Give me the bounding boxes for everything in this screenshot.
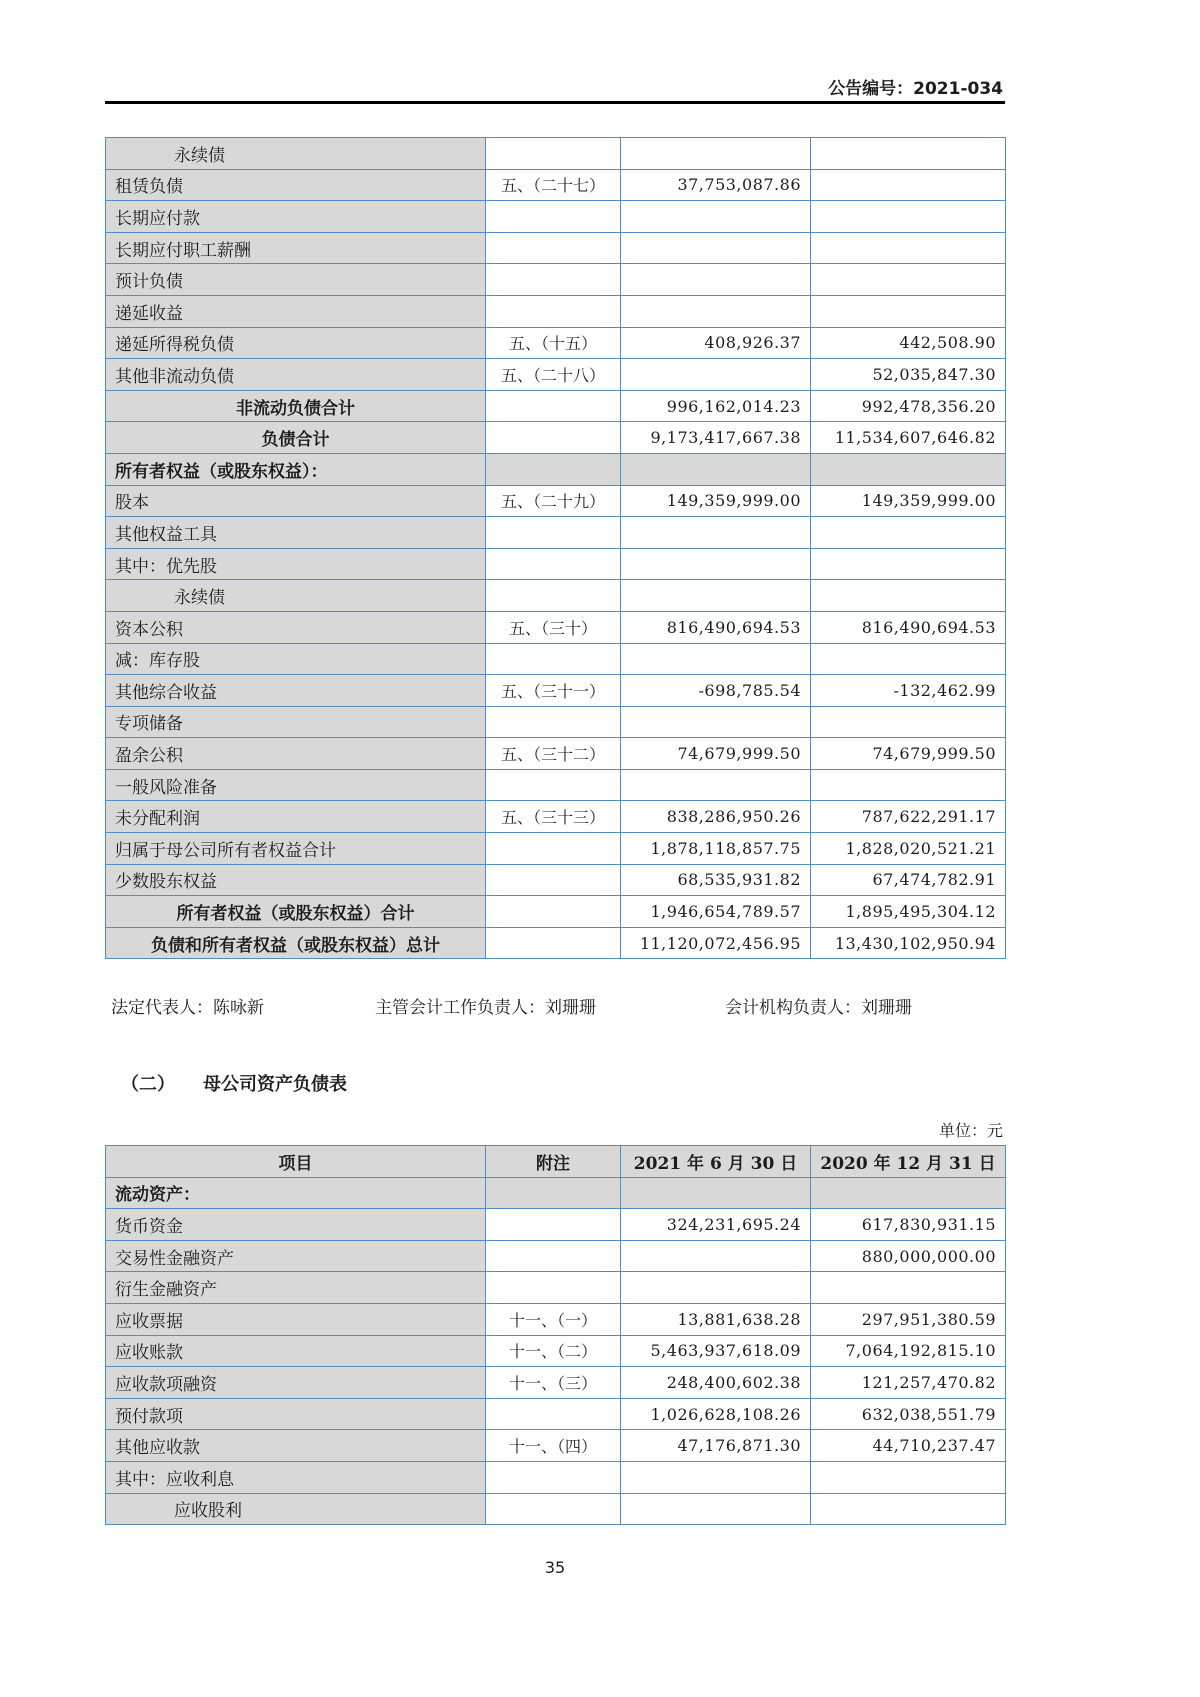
value-period2-cell [811,1493,1006,1525]
table-row [106,390,1006,422]
note-cell [486,643,621,675]
consolidated-balance-sheet-table [105,137,1006,959]
table1-body [106,138,1006,959]
column-header-item: 项目 [106,1146,486,1178]
note-cell [486,453,621,485]
table-row [106,232,1006,264]
value-period1-cell: 1,878,118,857.75 [621,833,811,865]
value-period2-cell: 74,679,999.50 [811,738,1006,770]
value-period1-cell [621,769,811,801]
value-period1-cell [621,453,811,485]
value-period1-cell [621,138,811,170]
value-period1-cell [621,232,811,264]
value-period1-cell [621,359,811,391]
column-header-note: 附注 [486,1146,621,1178]
value-period2-cell: 297,951,380.59 [811,1303,1006,1335]
note-cell: 十一、（二） [486,1335,621,1367]
item-cell: 专项储备 [106,706,486,738]
note-cell [486,1461,621,1493]
value-period1-cell [621,548,811,580]
item-cell: 货币资金 [106,1209,486,1241]
note-cell [486,517,621,549]
parent-company-balance-sheet-table [105,1145,1006,1525]
value-period2-cell [811,264,1006,296]
table-row [106,327,1006,359]
unit-label: 单位：元 [938,1121,1003,1140]
table-row [106,1303,1006,1335]
note-cell [486,896,621,928]
value-period1-cell: 1,026,628,108.26 [621,1398,811,1430]
item-cell: 递延所得税负债 [106,327,486,359]
value-period2-cell [811,1177,1006,1209]
value-period1-cell: 324,231,695.24 [621,1209,811,1241]
value-period1-cell: 11,120,072,456.95 [621,927,811,959]
note-cell [486,264,621,296]
notice-number: 公告编号：2021-034 [828,79,1003,99]
table-row [106,1367,1006,1399]
value-period1-cell: 408,926.37 [621,327,811,359]
value-period2-cell [811,580,1006,612]
table-row [106,769,1006,801]
legal-representative: 法定代表人：陈咏新 [111,998,264,1018]
note-cell [486,201,621,233]
value-period1-cell: 1,946,654,789.57 [621,896,811,928]
item-cell: 负债和所有者权益（或股东权益）总计 [106,927,486,959]
value-period2-cell [811,548,1006,580]
item-cell: 预计负债 [106,264,486,296]
item-cell: 预付款项 [106,1398,486,1430]
table-row [106,359,1006,391]
section-heading [121,1070,347,1096]
item-cell: 非流动负债合计 [106,390,486,422]
note-cell [486,390,621,422]
item-cell: 递延收益 [106,295,486,327]
note-cell: 五、（十五） [486,327,621,359]
table-row [106,927,1006,959]
value-period1-cell: 816,490,694.53 [621,611,811,643]
value-period1-cell: -698,785.54 [621,675,811,707]
note-cell [486,232,621,264]
value-period2-cell: 880,000,000.00 [811,1240,1006,1272]
table-row [106,896,1006,928]
note-cell: 十一、（一） [486,1303,621,1335]
value-period1-cell [621,295,811,327]
table-row [106,580,1006,612]
note-cell: 五、（三十一） [486,675,621,707]
table-row [106,833,1006,865]
value-period1-cell: 996,162,014.23 [621,390,811,422]
value-period2-cell: 44,710,237.47 [811,1430,1006,1462]
value-period1-cell: 838,286,950.26 [621,801,811,833]
value-period1-cell: 74,679,999.50 [621,738,811,770]
item-cell: 其他权益工具 [106,517,486,549]
value-period1-cell [621,643,811,675]
value-period2-cell: 11,534,607,646.82 [811,422,1006,454]
value-period2-cell: 992,478,356.20 [811,390,1006,422]
item-cell: 永续债 [106,138,486,170]
table-row [106,453,1006,485]
value-period1-cell: 5,463,937,618.09 [621,1335,811,1367]
note-cell [486,927,621,959]
note-cell: 五、（三十） [486,611,621,643]
table-row [106,295,1006,327]
table-row [106,138,1006,170]
table-row [106,801,1006,833]
value-period1-cell: 13,881,638.28 [621,1303,811,1335]
note-cell: 十一、（三） [486,1367,621,1399]
item-cell: 未分配利润 [106,801,486,833]
table-row [106,1177,1006,1209]
accounting-org-head: 会计机构负责人：刘珊珊 [725,998,912,1018]
item-cell: 资本公积 [106,611,486,643]
table-row [106,1461,1006,1493]
table-row [106,1272,1006,1304]
note-cell [486,1493,621,1525]
table-row [106,485,1006,517]
page-number: 35 [544,1558,566,1577]
value-period2-cell [811,517,1006,549]
table-row [106,169,1006,201]
value-period2-cell [811,201,1006,233]
value-period1-cell [621,517,811,549]
value-period1-cell [621,264,811,296]
item-cell: 所有者权益（或股东权益）合计 [106,896,486,928]
note-cell [486,1177,621,1209]
note-cell [486,138,621,170]
item-cell: 其他应收款 [106,1430,486,1462]
table-row [106,1430,1006,1462]
value-period2-cell: 149,359,999.00 [811,485,1006,517]
item-cell: 其中：应收利息 [106,1461,486,1493]
value-period2-cell: 632,038,551.79 [811,1398,1006,1430]
value-period2-cell: 787,622,291.17 [811,801,1006,833]
note-cell [486,580,621,612]
item-cell: 应收股利 [106,1493,486,1525]
note-cell [486,295,621,327]
value-period2-cell: 67,474,782.91 [811,864,1006,896]
table2-body [106,1177,1006,1525]
value-period2-cell: 442,508.90 [811,327,1006,359]
value-period2-cell: 1,895,495,304.12 [811,896,1006,928]
table-row [106,706,1006,738]
value-period2-cell [811,295,1006,327]
value-period1-cell: 68,535,931.82 [621,864,811,896]
note-cell [486,706,621,738]
item-cell: 少数股东权益 [106,864,486,896]
item-cell: 盈余公积 [106,738,486,770]
value-period2-cell: 52,035,847.30 [811,359,1006,391]
value-period2-cell [811,643,1006,675]
value-period2-cell: 816,490,694.53 [811,611,1006,643]
value-period2-cell: 7,064,192,815.10 [811,1335,1006,1367]
table-row [106,1335,1006,1367]
table-row [106,738,1006,770]
item-cell: 租赁负债 [106,169,486,201]
value-period2-cell [811,169,1006,201]
item-cell: 应收账款 [106,1335,486,1367]
item-cell: 应收票据 [106,1303,486,1335]
value-period2-cell: 121,257,470.82 [811,1367,1006,1399]
value-period1-cell: 149,359,999.00 [621,485,811,517]
note-cell [486,548,621,580]
table-row [106,611,1006,643]
value-period2-cell: 13,430,102,950.94 [811,927,1006,959]
item-cell: 其中：优先股 [106,548,486,580]
table-row [106,548,1006,580]
section-number: （二） [121,1074,175,1095]
item-cell: 应收款项融资 [106,1367,486,1399]
value-period1-cell [621,1177,811,1209]
document-page [105,0,1005,1697]
note-cell: 五、（二十九） [486,485,621,517]
table-row [106,1240,1006,1272]
value-period2-cell: 617,830,931.15 [811,1209,1006,1241]
table-row [106,1493,1006,1525]
note-cell [486,833,621,865]
table-row [106,675,1006,707]
item-cell: 其他综合收益 [106,675,486,707]
column-header-2020: 2020 年 12 月 31 日 [811,1146,1006,1178]
value-period1-cell: 248,400,602.38 [621,1367,811,1399]
table-row [106,201,1006,233]
note-cell [486,1272,621,1304]
value-period1-cell: 9,173,417,667.38 [621,422,811,454]
value-period2-cell [811,232,1006,264]
value-period2-cell: 1,828,020,521.21 [811,833,1006,865]
item-cell: 负债合计 [106,422,486,454]
item-cell: 股本 [106,485,486,517]
value-period1-cell [621,1461,811,1493]
item-cell: 其他非流动负债 [106,359,486,391]
note-cell [486,769,621,801]
note-cell [486,1398,621,1430]
value-period1-cell [621,706,811,738]
signature-line [105,993,1005,1017]
item-cell: 流动资产： [106,1177,486,1209]
note-cell: 五、（三十三） [486,801,621,833]
chief-accountant: 主管会计工作负责人：刘珊珊 [375,998,596,1018]
value-period2-cell: -132,462.99 [811,675,1006,707]
table-row [106,643,1006,675]
note-cell: 五、（二十七） [486,169,621,201]
value-period2-cell [811,138,1006,170]
value-period1-cell: 47,176,871.30 [621,1430,811,1462]
item-cell: 所有者权益（或股东权益）： [106,453,486,485]
value-period1-cell [621,201,811,233]
table-row [106,1398,1006,1430]
table-row [106,864,1006,896]
item-cell: 永续债 [106,580,486,612]
table-header-row [106,1146,1006,1178]
value-period1-cell [621,580,811,612]
note-cell [486,422,621,454]
table-row [106,422,1006,454]
note-cell: 十一、（四） [486,1430,621,1462]
note-cell: 五、（二十八） [486,359,621,391]
item-cell: 交易性金融资产 [106,1240,486,1272]
value-period1-cell [621,1272,811,1304]
item-cell: 一般风险准备 [106,769,486,801]
note-cell [486,864,621,896]
value-period2-cell [811,1272,1006,1304]
header-rule [105,101,1005,104]
note-cell [486,1240,621,1272]
section-title: 母公司资产负债表 [203,1074,347,1095]
value-period2-cell [811,453,1006,485]
item-cell: 归属于母公司所有者权益合计 [106,833,486,865]
column-header-2021: 2021 年 6 月 30 日 [621,1146,811,1178]
value-period2-cell [811,769,1006,801]
item-cell: 减：库存股 [106,643,486,675]
item-cell: 长期应付职工薪酬 [106,232,486,264]
note-cell: 五、（三十二） [486,738,621,770]
table-row [106,264,1006,296]
table-row [106,517,1006,549]
value-period1-cell [621,1493,811,1525]
item-cell: 长期应付款 [106,201,486,233]
table-row [106,1209,1006,1241]
value-period2-cell [811,706,1006,738]
value-period2-cell [811,1461,1006,1493]
value-period1-cell [621,1240,811,1272]
value-period1-cell: 37,753,087.86 [621,169,811,201]
item-cell: 衍生金融资产 [106,1272,486,1304]
note-cell [486,1209,621,1241]
